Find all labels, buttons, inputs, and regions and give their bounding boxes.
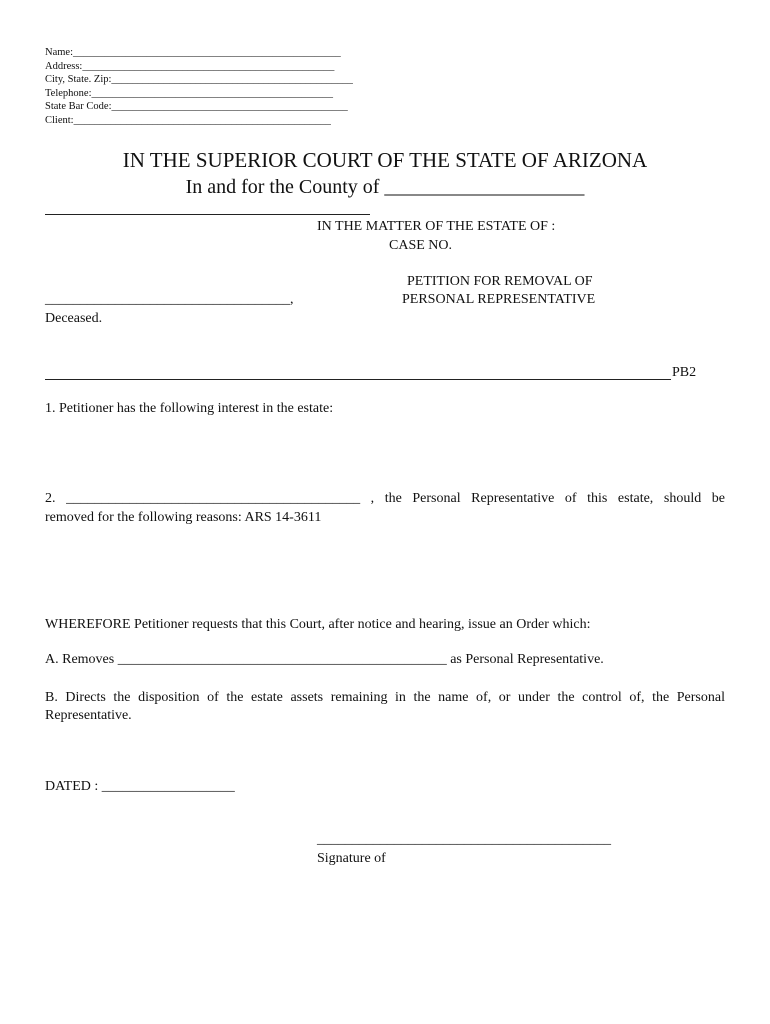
order-item-a: A. Removes _______________________________________________ as Personal Representative. (45, 652, 604, 667)
decedent-name-blank: ___________________________________, (45, 292, 294, 307)
court-county: In and for the County of ____________________ (185, 176, 585, 198)
paragraph-2-line1: 2. __________________________________________ , the Personal Representative of this estate, should be (45, 491, 725, 506)
caption-bottom-rule (45, 379, 671, 380)
paragraph-2-line2: removed for the following reasons: ARS 14-3611 (45, 510, 322, 525)
deceased-label: Deceased. (45, 311, 103, 326)
estate-matter-label: IN THE MATTER OF THE ESTATE OF : (317, 219, 556, 234)
attorney-bar-code-field: State Bar Code:_____________________________________________ (45, 101, 348, 113)
attorney-block (45, 46, 353, 128)
order-item-b: B. Directs the disposition of the estate assets remaining in the name of, or under the control of, the Personal Representative. (45, 690, 725, 723)
attorney-telephone-field: Telephone:______________________________________________ (45, 87, 333, 99)
petition-title-line1: PETITION FOR REMOVAL OF (407, 274, 593, 289)
court-title: IN THE SUPERIOR COURT OF THE STATE OF ARIZONA (122, 148, 648, 172)
attorney-city-field: City, State. Zip:______________________________________________ (45, 74, 353, 86)
attorney-address-field: Address:________________________________________________ (45, 60, 335, 72)
attorney-name-field: Name:___________________________________________________ (45, 47, 341, 58)
signature-label: Signature of (317, 851, 386, 866)
case-number-label: CASE NO. (389, 238, 453, 253)
attorney-client-field: Client:_________________________________________________ (45, 114, 331, 126)
wherefore-paragraph: WHEREFORE Petitioner requests that this Court, after notice and hearing, issue an Order which: (45, 617, 591, 632)
paragraph-1: 1. Petitioner has the following interest in the estate: (45, 401, 334, 416)
form-code: PB2 (672, 365, 697, 380)
caption-top-rule (45, 214, 370, 215)
signature-line: __________________________________________ (317, 832, 611, 847)
dated-line: DATED : ___________________ (45, 779, 235, 794)
petition-title-line2: PERSONAL REPRESENTATIVE (402, 292, 596, 307)
